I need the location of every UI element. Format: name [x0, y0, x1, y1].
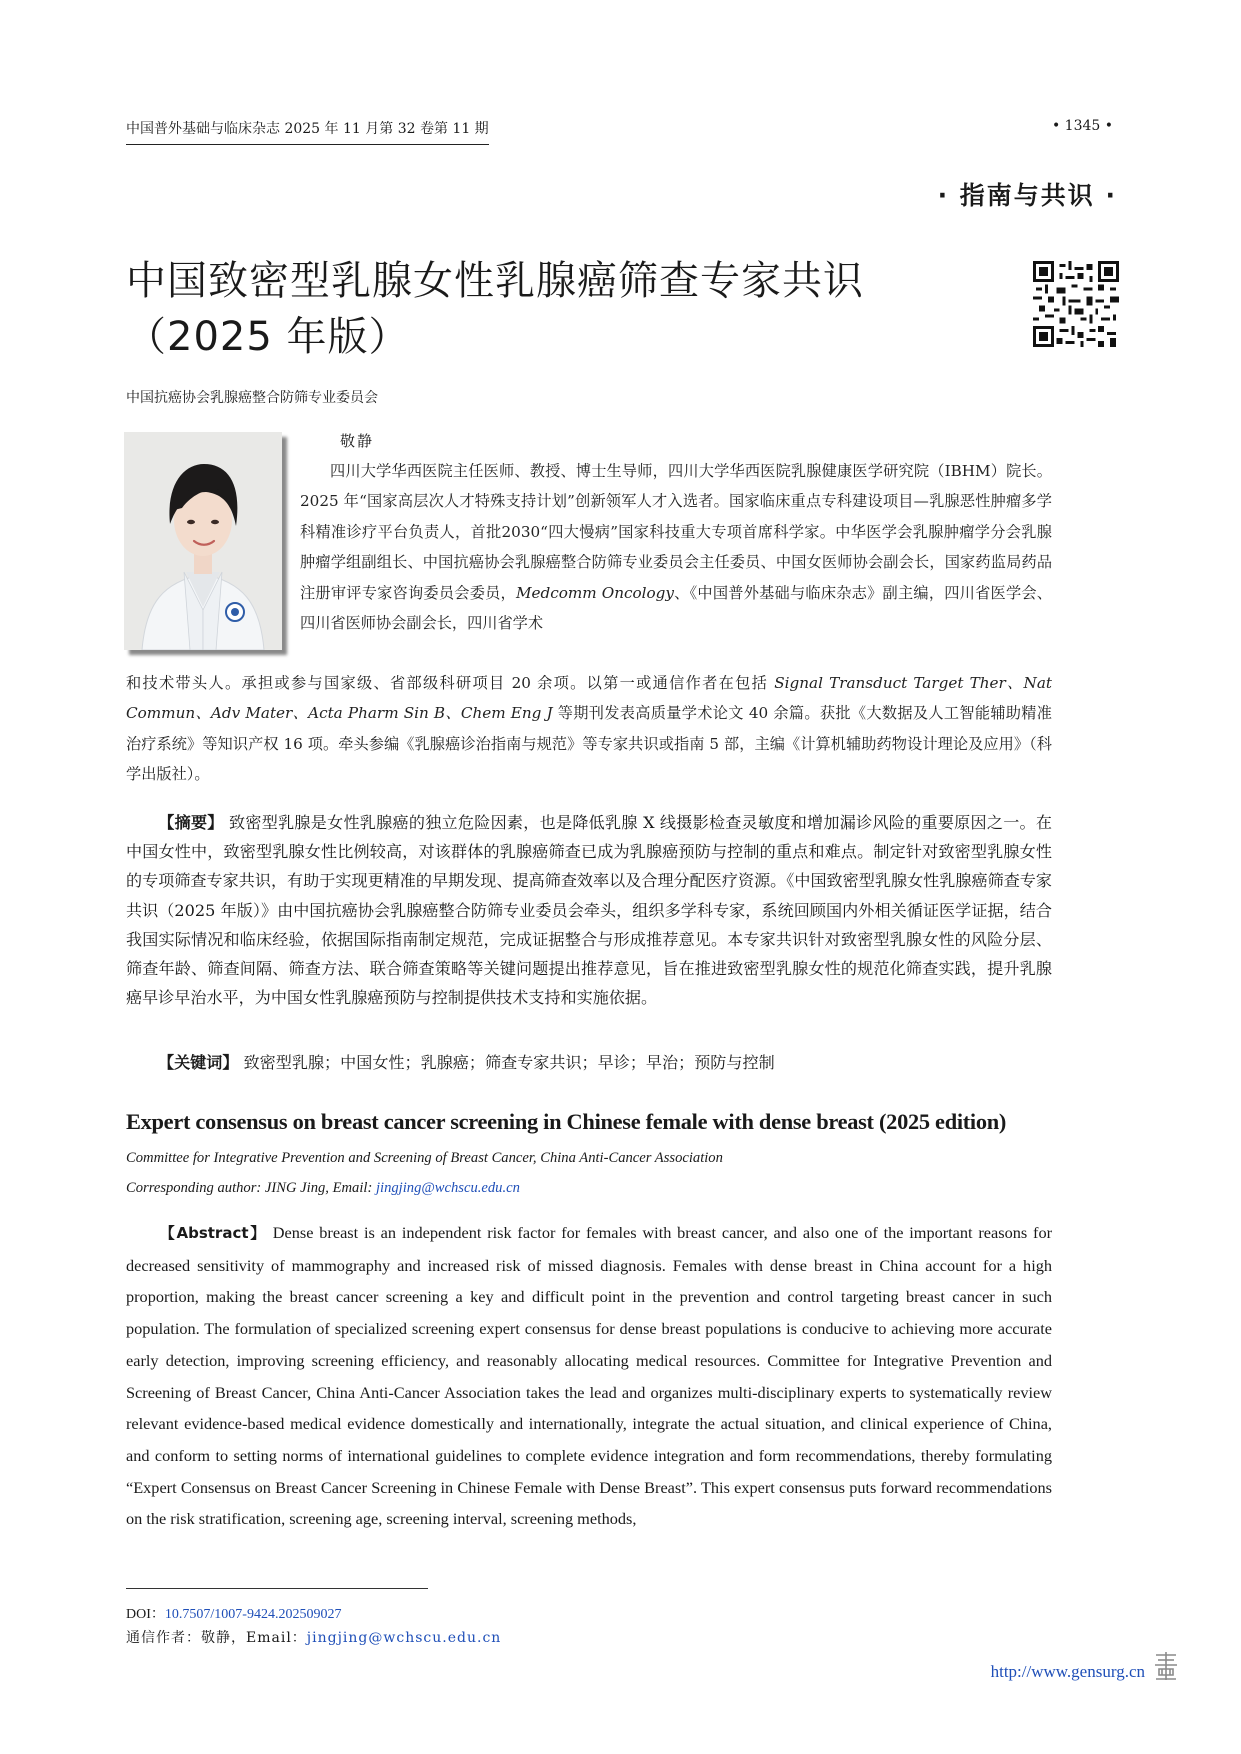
- committee-en: Committee for Integrative Prevention and Screening of Breast Cancer, China Anti-Cancer Association: [126, 1150, 723, 1166]
- keywords-cn-label: 【关键词】: [158, 1053, 239, 1072]
- footnote-corresponding: [126, 1627, 501, 1647]
- bio-journals: Signal Transduct Target Ther、Nat Commun、Adv Mater、Acta Pharm Sin B、Chem Eng J: [126, 674, 1052, 723]
- corr-email-link[interactable]: jingjing@wchscu.edu.cn: [306, 1630, 502, 1646]
- abstract-en-text: Dense breast is an independent risk factor for females with breast cancer, and also one of the important reasons for decreased sensitivity of mammography and increased risk of missed diagnosis. Females with dense breast in China account for a high proportion, making the breast cancer screening a key and difficult point in the prevention and control targeting breast cancer in such population. The formulation of specialized screening expert consensus for dense breast populations is conducive to achieving more accurate early detection, improving screening efficiency, and reasonably allocating medical resources. Committee for Integrative Prevention and Screening of Breast Cancer, China Anti-Cancer Association takes the lead and organizes multi-disciplinary experts to systematically review relevant evidence-based medical evidence domestically and internationally, integrate the actual situation, and clinical experience of China, and conform to setting norms of international guidelines to complete evidence integration and form recommendations, thereby formulating “Expert Consensus on Breast Cancer Screening in Chinese Female with Dense Breast”. This expert consensus puts forward recommendations on the risk stratification, screening age, screening interval, screening methods,: [126, 1223, 1053, 1529]
- doi-label: DOI：: [126, 1607, 165, 1622]
- author-name: 敬静: [340, 432, 375, 450]
- abstract-en-label: 【Abstract】: [158, 1224, 267, 1242]
- corr-label: 通信作者：敬静，Email：: [126, 1630, 307, 1646]
- corresponding-en: [126, 1180, 520, 1197]
- abstract-cn: [126, 808, 1052, 1012]
- qr-code-icon: [1033, 261, 1119, 347]
- title-line-1: 中国致密型乳腺女性乳腺癌筛查专家共识: [126, 258, 864, 304]
- keywords-cn: [126, 1048, 1052, 1077]
- abstract-cn-label: 【摘要】: [158, 813, 224, 832]
- author-photo: [124, 432, 282, 650]
- corresponding-en-prefix: Corresponding author: JING Jing, Email:: [126, 1180, 376, 1196]
- bio-text-4: 等期刊发表高质量学术论文 40 余篇。获批《大数据及人工智能辅助精准治疗系统》等知识产权 16 项。牵头参编《乳腺癌诊治指南与规范》等专家共识或指南 5 部，主编《计算机辅助药物设计理论及应用》（科学出版社）。: [126, 704, 1052, 784]
- abstract-en: [126, 1217, 1052, 1535]
- committee-cn: 中国抗癌协会乳腺癌整合防筛专业委员会: [126, 390, 378, 406]
- website-link[interactable]: http://www.gensurg.cn: [990, 1662, 1145, 1681]
- page-number: • 1345 •: [1051, 118, 1113, 134]
- bio-text-1: 四川大学华西医院主任医师、教授、博士生导师，四川大学华西医院乳腺健康医学研究院（IBHM）院长。2025 年“国家高层次人才特殊支持计划”创新领军人才入选者。国家临床重点专科建设项目—乳腺恶性肿瘤多学科精准诊疗平台负责人，首批2030“四大慢病”国家科技重大专项首席科学家。中华医学会乳腺肿瘤学分会乳腺肿瘤学组副组长、中国抗癌协会乳腺癌整合防筛专业委员会主任委员、中国女医师协会副会长，国家药监局药品注册审评专家咨询委员会委员，: [300, 462, 1052, 602]
- doi-link[interactable]: 10.7507/1007-9424.202509027: [164, 1607, 342, 1622]
- footnote-divider: [126, 1588, 428, 1589]
- title-line-2: （2025 年版）: [126, 314, 410, 360]
- title-en: Expert consensus on breast cancer screening in Chinese female with dense breast (2025 edition): [126, 1109, 1007, 1134]
- running-head: 中国普外基础与临床杂志 2025 年 11 月第 32 卷第 11 期: [126, 118, 489, 145]
- section-tag: · 指南与共识 ·: [937, 181, 1117, 210]
- page-title: [126, 253, 966, 365]
- abstract-cn-text: 致密型乳腺是女性乳腺癌的独立危险因素，也是降低乳腺 X 线摄影检查灵敏度和增加漏诊风险的重要原因之一。在中国女性中，致密型乳腺女性比例较高，对该群体的乳腺癌筛查已成为乳腺癌预防与控制的重点和难点。制定针对致密型乳腺女性的专项筛查专家共识，有助于实现更精准的早期发现、提高筛查效率以及合理分配医疗资源。《中国致密型乳腺女性乳腺癌筛查专家共识（2025 年版）》由中国抗癌协会乳腺癌整合防筛专业委员会牵头，组织多学科专家，系统回顾国内外相关循证医学证据，结合我国实际情况和临床经验，依据国际指南制定规范，完成证据整合与形成推荐意见。本专家共识针对致密型乳腺女性的风险分层、筛查年龄、筛查间隔、筛查方法、联合筛查策略等关键问题提出推荐意见，旨在推进致密型乳腺女性的规范化筛查实践，提升乳腺癌早诊早治水平，为中国女性乳腺癌预防与控制提供技术支持和实施依据。: [126, 813, 1052, 1008]
- author-bio-bottom: [126, 668, 1052, 790]
- author-bio-top: [300, 456, 1052, 638]
- bio-journal-medcomm: Medcomm Oncology: [515, 583, 674, 602]
- journal-logo-icon: [1153, 1651, 1179, 1681]
- keywords-cn-text: 致密型乳腺；中国女性；乳腺癌；筛查专家共识；早诊；早治；预防与控制: [243, 1053, 775, 1072]
- corresponding-email-link[interactable]: jingjing@wchscu.edu.cn: [375, 1180, 520, 1196]
- bio-text-3: 和技术带头人。承担或参与国家级、省部级科研项目 20 余项。以第一或通信作者在包括: [126, 674, 775, 692]
- bio-text-2: 、《中国普外基础与临床杂志》副主编，四川省医学会、四川省医师协会副会长，四川省学术: [300, 583, 1052, 633]
- footnote-doi: [126, 1603, 341, 1623]
